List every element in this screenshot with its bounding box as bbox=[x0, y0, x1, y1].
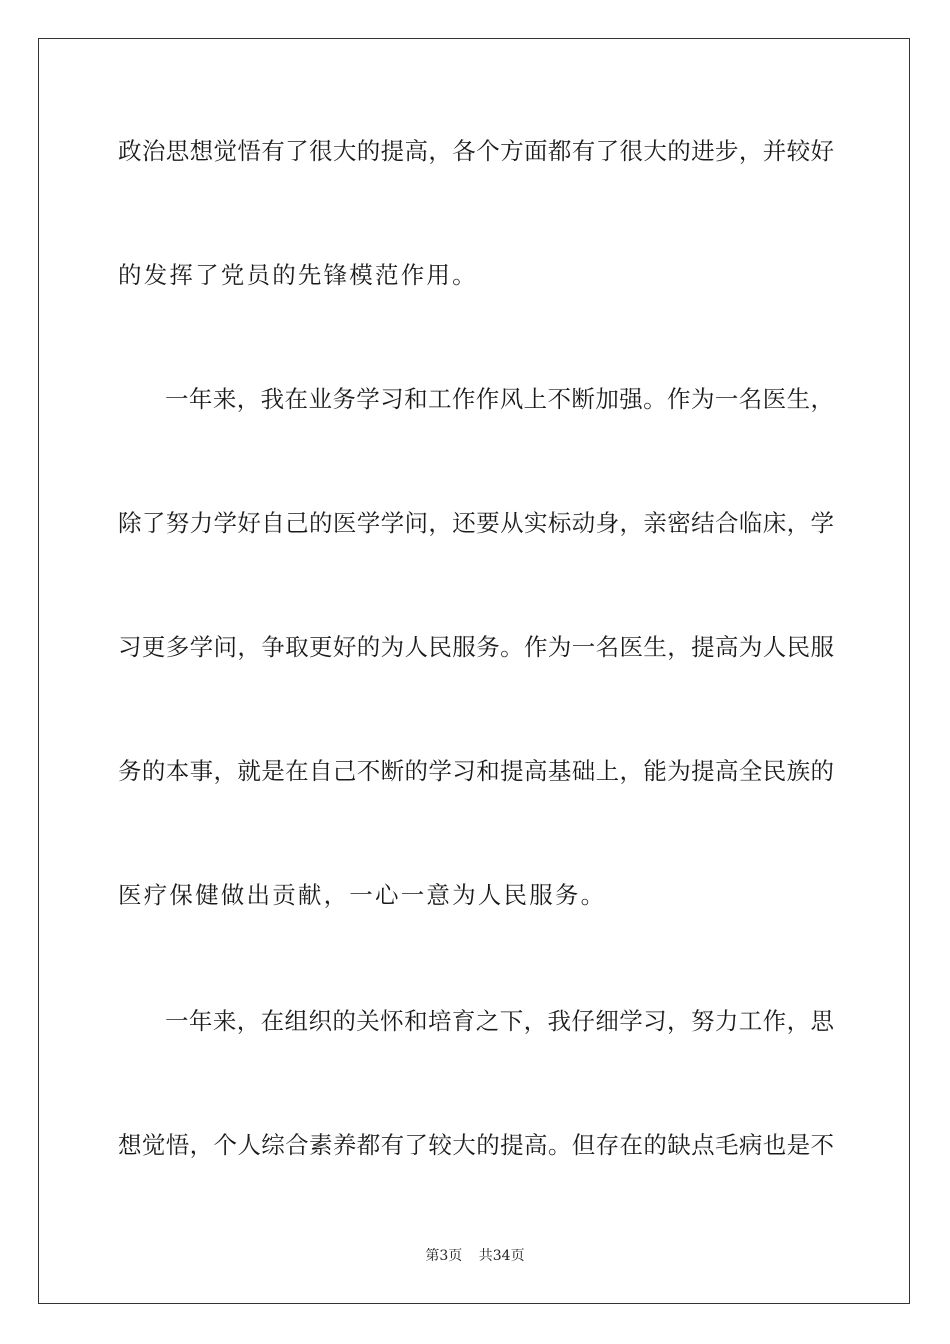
page-border bbox=[38, 38, 910, 1304]
paragraph-line: 政治思想觉悟有了很大的提高，各个方面都有了很大的进步，并较好 bbox=[118, 137, 834, 165]
paragraph-line: 想觉悟，个人综合素养都有了较大的提高。但存在的缺点毛病也是不 bbox=[118, 1131, 834, 1159]
paragraph-line: 一年来，我在业务学习和工作作风上不断加强。作为一名医生， bbox=[165, 385, 834, 413]
paragraph-line: 的发挥了党员的先锋模范作用。 bbox=[118, 261, 478, 289]
paragraph-line: 一年来，在组织的关怀和培育之下，我仔细学习，努力工作，思 bbox=[165, 1007, 834, 1035]
page-total: 共34页 bbox=[478, 1248, 525, 1264]
page-number: 第3页 bbox=[425, 1248, 463, 1264]
paragraph-line: 医疗保健做出贡献，一心一意为人民服务。 bbox=[118, 881, 607, 909]
page-footer bbox=[0, 1246, 950, 1266]
paragraph-line: 除了努力学好自己的医学学问，还要从实标动身，亲密结合临床，学 bbox=[118, 509, 834, 537]
paragraph-line: 务的本事，就是在自己不断的学习和提高基础上，能为提高全民族的 bbox=[118, 757, 834, 785]
paragraph-line: 习更多学问，争取更好的为人民服务。作为一名医生，提高为人民服 bbox=[118, 633, 834, 661]
